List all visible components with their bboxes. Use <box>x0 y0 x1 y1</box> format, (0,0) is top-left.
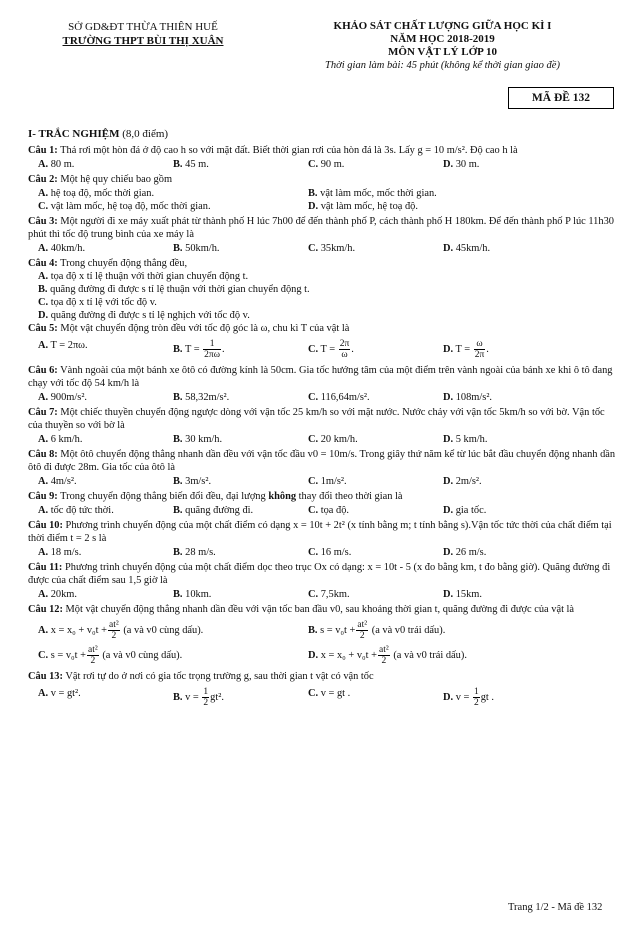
question-label: Câu 9: <box>28 490 58 502</box>
header-left <box>38 20 248 48</box>
option-letter: C. <box>308 504 319 516</box>
question-7 <box>28 406 620 432</box>
option-d[interactable] <box>308 200 578 213</box>
numerator: at² <box>87 644 98 655</box>
question-text: Thả rơi một hòn đá ở độ cao h so với mặt đất. Biết thời gian rơi của hòn đá là 3s. Lấy g = 10 m/s². Độ cao h là <box>60 144 518 156</box>
question-text: Một vật chuyển động thẳng nhanh dần đều với vận tốc ban đầu v0, sau khoảng thời gian t, quãng đường đi được của vật là <box>65 603 575 615</box>
option-text: 28 m/s. <box>185 546 216 558</box>
question-label: Câu 6: <box>28 364 58 376</box>
fraction <box>108 620 120 641</box>
question-text: Trong chuyển động thẳng đều, <box>60 257 188 269</box>
section-points: (8,0 điểm) <box>122 128 169 140</box>
fraction <box>473 687 480 708</box>
option-note: (a và v0 cùng dấu). <box>102 649 183 661</box>
option-text: 108m/s². <box>455 391 493 403</box>
question-text: Một hệ quy chiếu bao gồm <box>60 173 173 185</box>
question-label: Câu 4: <box>28 257 58 269</box>
option-b[interactable] <box>173 242 308 255</box>
options <box>28 645 620 666</box>
option-d[interactable] <box>443 546 578 559</box>
option-letter: C. <box>38 200 49 212</box>
option-a[interactable] <box>38 433 173 446</box>
denominator: 2 <box>381 655 387 666</box>
option-letter: B. <box>308 187 318 199</box>
question-10 <box>28 519 620 545</box>
option-text: quãng đường đi. <box>185 504 254 516</box>
exam-title: KHẢO SÁT CHẤT LƯỢNG GIỮA HỌC KÌ I <box>333 20 552 32</box>
option-a[interactable] <box>38 588 173 601</box>
option-text: gia tốc. <box>455 504 487 516</box>
option-text: x = x₀ + v₀t + <box>320 649 378 661</box>
option-d[interactable] <box>38 309 620 322</box>
option-text: quãng đường đi được s tỉ lệ nghịch với tốc độ v. <box>50 309 250 321</box>
option-d[interactable] <box>443 504 578 517</box>
question-label: Câu 8: <box>28 448 58 460</box>
denominator: 2π <box>474 349 485 360</box>
question-emphasis: không <box>268 490 297 502</box>
option-letter: D. <box>443 433 454 445</box>
options <box>28 475 620 488</box>
school-year: NĂM HỌC 2018-2019 <box>390 33 495 45</box>
subject: MÔN VẬT LÝ LỚP 10 <box>388 46 497 58</box>
option-a[interactable] <box>38 187 308 200</box>
option-letter: B. <box>173 546 183 558</box>
option-letter: C. <box>308 433 319 445</box>
options <box>28 687 620 708</box>
option-a[interactable] <box>38 158 173 171</box>
question-5 <box>28 322 620 335</box>
option-letter: B. <box>173 158 183 170</box>
option-c[interactable] <box>38 200 308 213</box>
time-limit: Thời gian làm bài: 45 phút (không kể thời gian giao đề) <box>325 60 560 71</box>
option-letter: D. <box>308 649 319 661</box>
option-d[interactable] <box>443 433 578 446</box>
option-letter: A. <box>38 588 49 600</box>
question-label: Câu 7: <box>28 406 58 418</box>
option-text: gt². <box>210 691 224 703</box>
option-text: vật làm mốc, hệ toạ độ. <box>320 200 418 212</box>
options <box>28 339 620 360</box>
fraction <box>378 645 390 666</box>
option-letter: D. <box>443 158 454 170</box>
option-text: v = gt². <box>50 687 81 699</box>
option-a[interactable] <box>38 620 308 641</box>
option-b[interactable] <box>173 433 308 446</box>
option-letter: D. <box>443 504 454 516</box>
question-label: Câu 3: <box>28 215 58 227</box>
option-text: quãng đường đi được s tỉ lệ thuận với thời gian chuyển động t. <box>50 283 310 295</box>
option-c[interactable] <box>308 546 443 559</box>
option-b[interactable] <box>173 504 308 517</box>
option-letter: A. <box>38 475 49 487</box>
question-6 <box>28 364 620 390</box>
option-letter: C. <box>308 475 319 487</box>
fraction <box>87 645 99 666</box>
option-letter: C. <box>308 391 319 403</box>
option-a[interactable] <box>38 391 173 404</box>
option-text: 90 m. <box>320 158 345 170</box>
option-text: hệ toạ độ, mốc thời gian. <box>50 187 155 199</box>
option-letter: A. <box>38 504 49 516</box>
option-text: v = gt . <box>320 687 351 699</box>
section-name: I- TRẮC NGHIỆM <box>28 128 120 140</box>
option-letter: C. <box>308 687 319 699</box>
option-text: tọa độ x tỉ lệ với tốc độ v. <box>50 296 157 308</box>
options <box>28 620 620 641</box>
question-label: Câu 12: <box>28 603 63 615</box>
option-text: v = <box>185 691 199 703</box>
option-text: x = x₀ + v₀t + <box>50 624 108 636</box>
question-text: Một ôtô chuyển động thẳng nhanh dần đều với vận tốc đầu v0 = 10m/s. Trong giây thứ năm kể từ lúc bắt đầu chuyển động nhanh dần ôtô đi được 28m. Gia tốc của ôtô là <box>28 448 616 473</box>
option-text: tọa độ. <box>320 504 349 516</box>
option-b[interactable] <box>308 187 578 200</box>
option-b[interactable]: B. T = $\frac{1}{2\pi\omega}$ . <box>173 338 225 360</box>
option-text: 1m/s². <box>320 475 347 487</box>
exam-code: MÃ ĐỀ 132 <box>508 87 614 109</box>
option-letter: D. <box>443 546 454 558</box>
question-13 <box>28 670 620 683</box>
option-text: 80 m. <box>50 158 75 170</box>
denominator: 2 <box>203 697 209 708</box>
option-letter: D. <box>443 475 454 487</box>
department-name: SỞ GD&ĐT THỪA THIÊN HUẾ <box>68 21 218 33</box>
option-letter: D. <box>308 200 319 212</box>
option-letter: B. <box>38 283 48 295</box>
option-text: 50km/h. <box>185 242 220 254</box>
option-letter: B. <box>308 624 318 636</box>
option-letter: C. <box>308 588 319 600</box>
option-text: 5 km/h. <box>455 433 488 445</box>
option-text: 45km/h. <box>455 242 491 254</box>
option-text: T = 2πω. <box>50 339 88 351</box>
option-text: vật làm mốc, hệ toạ độ, mốc thời gian. <box>50 200 211 212</box>
option-letter: C. <box>38 296 49 308</box>
option-c[interactable] <box>308 687 443 708</box>
fraction <box>203 339 221 360</box>
school-name: TRƯỜNG THPT BÙI THỊ XUÂN <box>62 35 224 47</box>
option-text: vật làm mốc, mốc thời gian. <box>320 187 437 199</box>
option-letter: D. <box>443 242 454 254</box>
option-text: 116,64m/s². <box>320 391 370 403</box>
denominator: ω <box>341 349 348 360</box>
question-text: Phương trình chuyển động của một chất điểm dọc theo trục Ox có dạng: x = 10t - 5 (x đo bằng km, t đo bằng giờ). Quãng đường đi được của chất điểm sau 1,5 giờ là <box>28 561 611 586</box>
option-letter: D. <box>38 309 49 321</box>
question-text: Một chiếc thuyền chuyển động ngược dòng với vận tốc 25 km/h so với mặt nước. Nước chảy với vận tốc 5km/h so với bờ. Vận tốc của thuyền so với bờ là <box>28 406 605 431</box>
option-d[interactable] <box>443 687 578 708</box>
option-letter: A. <box>38 391 49 403</box>
option-text: 35km/h. <box>320 242 356 254</box>
page-footer: Trang 1/2 - Mã đề 132 <box>508 902 603 913</box>
numerator: at² <box>357 619 368 630</box>
option-letter: D. <box>443 588 454 600</box>
option-note: (a và v0 trái dấu). <box>393 649 467 661</box>
option-letter: A. <box>38 624 49 636</box>
question-label: Câu 5: <box>28 322 58 334</box>
option-letter: A. <box>38 270 49 282</box>
options <box>28 546 620 559</box>
numerator: 1 <box>203 686 209 697</box>
question-2 <box>28 173 620 186</box>
option-c[interactable] <box>308 475 443 488</box>
option-c[interactable] <box>308 433 443 446</box>
option-c[interactable] <box>308 391 443 404</box>
option-c[interactable] <box>38 645 308 666</box>
options <box>28 588 620 601</box>
option-text: 3m/s². <box>185 475 212 487</box>
denominator: 2 <box>90 655 96 666</box>
option-text: 30 m. <box>455 158 480 170</box>
option-c[interactable] <box>38 296 620 309</box>
option-b[interactable] <box>173 158 308 171</box>
exam-content <box>28 128 620 712</box>
option-a[interactable] <box>38 504 173 517</box>
question-label: Câu 11: <box>28 561 63 573</box>
option-text: 45 m. <box>185 158 209 170</box>
option-text: 30 km/h. <box>185 433 223 445</box>
option-letter: D. <box>443 343 454 355</box>
options <box>28 187 620 200</box>
fraction <box>474 339 486 360</box>
question-text: Vành ngoài của một bánh xe ôtô có đường kính là 50cm. Gia tốc hướng tâm của một điểm trên vành ngoài của bánh xe khi ô tô đang chạy với tốc độ 54 km/h là <box>28 364 613 389</box>
numerator: 2π <box>339 338 350 349</box>
option-b[interactable] <box>173 546 308 559</box>
option-note: (a và v0 trái dấu). <box>371 624 446 636</box>
option-text: tốc độ tức thời. <box>50 504 114 516</box>
denominator: 2 <box>473 697 479 708</box>
option-b[interactable] <box>173 475 308 488</box>
option-letter: A. <box>38 339 49 351</box>
numerator: at² <box>109 619 119 630</box>
option-letter: A. <box>38 433 49 445</box>
option-b[interactable] <box>173 588 308 601</box>
option-letter: D. <box>443 391 454 403</box>
options <box>28 391 620 404</box>
option-letter: A. <box>38 158 49 170</box>
option-text: 40km/h. <box>50 242 86 254</box>
option-letter: C. <box>38 649 49 661</box>
option-d[interactable] <box>443 588 578 601</box>
options <box>28 158 620 171</box>
fraction <box>339 339 351 360</box>
option-a[interactable] <box>38 339 173 360</box>
question-3 <box>28 215 620 241</box>
option-text: 20km. <box>50 588 77 600</box>
options <box>28 242 620 255</box>
option-b[interactable] <box>173 687 308 708</box>
question-text: Một người đi xe máy xuất phát từ thành phố H lúc 7h00 để đến thành phố P, cách thành phố H 180km. Để đến thành phố P lúc 11h30 phút thì tốc độ trung bình của xe máy là <box>28 215 614 240</box>
option-a[interactable] <box>38 546 173 559</box>
option-letter: B. <box>173 343 183 355</box>
option-b[interactable] <box>38 283 620 296</box>
numerator: at² <box>379 644 389 655</box>
option-text: gt . <box>480 691 495 703</box>
option-letter: B. <box>173 242 183 254</box>
question-label: Câu 10: <box>28 519 63 531</box>
option-d[interactable] <box>443 391 578 404</box>
option-letter: B. <box>173 504 183 516</box>
option-text: 20 km/h. <box>320 433 358 445</box>
option-c[interactable]: C. T = $\frac{2\pi}{\omega}$ . <box>308 338 354 360</box>
option-d[interactable] <box>308 645 578 666</box>
option-a[interactable] <box>38 475 173 488</box>
denominator: 2 <box>359 630 365 641</box>
option-text: 4m/s². <box>50 475 77 487</box>
question-text: thay đổi theo thời gian là <box>296 490 403 502</box>
option-a[interactable] <box>38 687 173 708</box>
option-text: v = <box>455 691 470 703</box>
question-label: Câu 13: <box>28 670 63 682</box>
option-d[interactable]: D. T = $\frac{\omega}{2\pi}$ . <box>443 338 489 360</box>
option-d[interactable] <box>443 158 578 171</box>
question-text: Vật rơi tự do ở nơi có gia tốc trọng trường g, sau thời gian t vật có vận tốc <box>65 670 374 682</box>
option-letter: B. <box>173 391 183 403</box>
question-label: Câu 1: <box>28 144 58 156</box>
option-letter: A. <box>38 546 49 558</box>
denominator: 2 <box>111 630 117 641</box>
fraction <box>356 620 368 641</box>
options <box>28 433 620 446</box>
option-letter: B. <box>173 433 183 445</box>
question-12 <box>28 603 620 616</box>
options <box>28 270 620 322</box>
option-letter: C. <box>308 546 319 558</box>
numerator: 1 <box>473 686 479 697</box>
section-title <box>28 128 620 142</box>
option-letter: B. <box>173 475 183 487</box>
option-text: 26 m/s. <box>455 546 487 558</box>
question-11 <box>28 561 620 587</box>
option-c[interactable] <box>308 158 443 171</box>
option-text: 2m/s². <box>455 475 482 487</box>
options <box>28 200 620 213</box>
option-note: (a và v0 cùng dấu). <box>123 624 204 636</box>
option-c[interactable] <box>308 588 443 601</box>
option-text: s = v₀t + <box>320 624 356 636</box>
header-right <box>270 20 615 72</box>
option-text: 10km. <box>185 588 212 600</box>
option-letter: A. <box>38 687 49 699</box>
option-text: 6 km/h. <box>50 433 83 445</box>
option-c[interactable] <box>308 242 443 255</box>
question-label: Câu 2: <box>28 173 58 185</box>
option-b[interactable] <box>308 620 578 641</box>
option-d[interactable] <box>443 242 578 255</box>
option-text: 16 m/s. <box>320 546 352 558</box>
option-text: 900m/s². <box>50 391 88 403</box>
numerator: ω <box>474 339 486 350</box>
numerator: 1 <box>203 339 221 350</box>
option-text: 7,5km. <box>320 588 350 600</box>
option-letter: A. <box>38 187 49 199</box>
option-d[interactable] <box>443 475 578 488</box>
denominator: 2πω <box>204 349 220 360</box>
option-letter: C. <box>308 343 319 355</box>
question-text: Phương trình chuyển động của một chất điểm có dạng x = 10t + 2t² (x tính bằng m; t tính bằng s).Vận tốc tức thời của chất điểm tại thời điểm t = 2 s là <box>28 519 612 544</box>
option-text: s = v₀t + <box>50 649 86 661</box>
question-text: Một vật chuyển động tròn đều với tốc độ góc là ω, chu kì T của vật là <box>60 322 350 334</box>
option-letter: C. <box>308 242 319 254</box>
option-letter: A. <box>38 242 49 254</box>
option-a[interactable] <box>38 270 620 283</box>
question-4 <box>28 257 620 270</box>
question-text: Trong chuyển động thẳng biến đổi đều, đại lượng <box>60 490 269 502</box>
option-text: 18 m/s. <box>50 546 82 558</box>
question-8 <box>28 448 620 474</box>
option-letter: C. <box>308 158 319 170</box>
fraction <box>202 687 209 708</box>
option-text: 15km. <box>455 588 482 600</box>
question-9 <box>28 490 620 503</box>
option-letter: D. <box>443 691 454 703</box>
option-text: 58,32m/s². <box>185 391 230 403</box>
option-letter: B. <box>173 691 183 703</box>
options <box>28 504 620 517</box>
option-text: tọa độ x tỉ lệ thuận với thời gian chuyển động t. <box>50 270 249 282</box>
question-1 <box>28 144 620 157</box>
option-letter: B. <box>173 588 183 600</box>
option-c[interactable] <box>308 504 443 517</box>
option-b[interactable] <box>173 391 308 404</box>
option-a[interactable] <box>38 242 173 255</box>
